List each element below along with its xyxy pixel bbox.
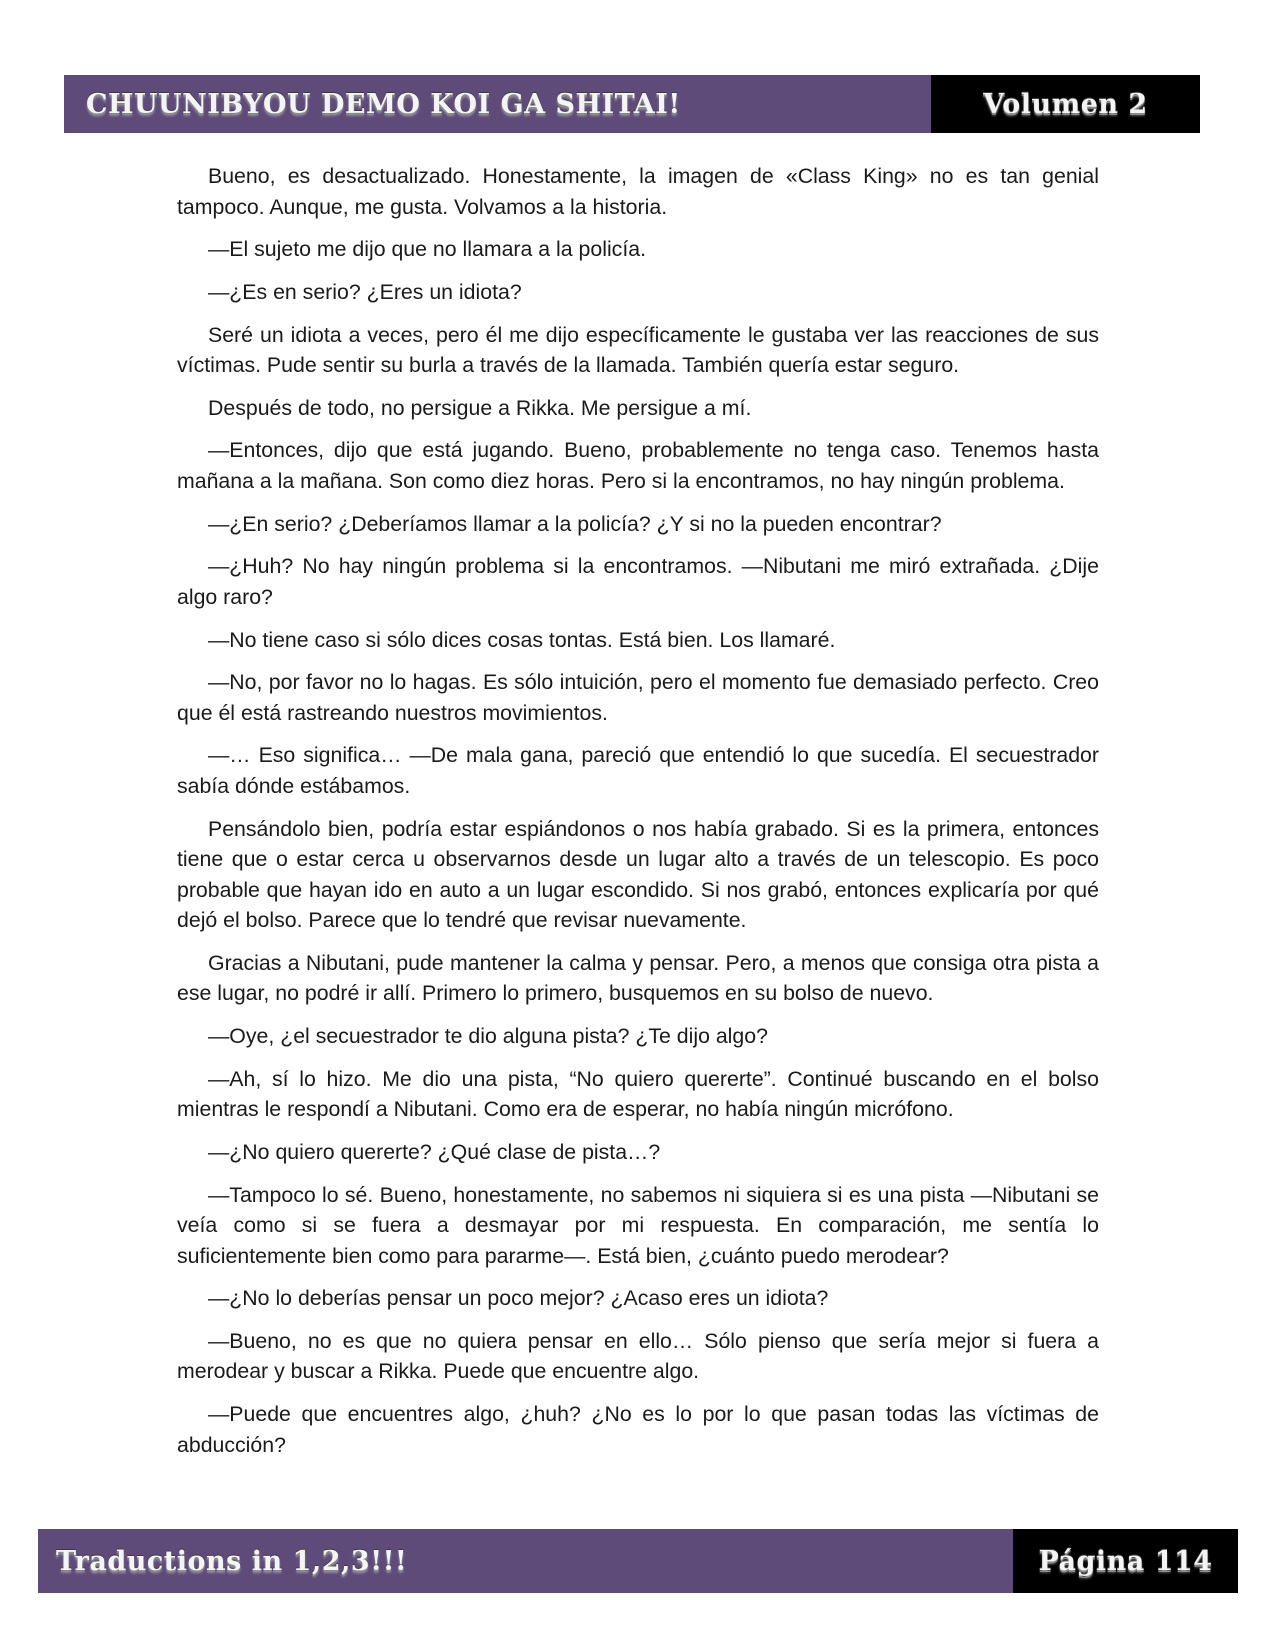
paragraph: —Ah, sí lo hizo. Me dio una pista, “No quiero quererte”. Continué buscando en el bolso mientras le respondí a Nibutani. Como era de esperar, no había ningún micrófono.	[177, 1066, 1099, 1122]
header-title-band	[64, 75, 931, 133]
paragraph: —¿Huh? No hay ningún problema si la encontramos. —Nibutani me miró extrañada. ¿Dije algo raro?	[177, 554, 1099, 609]
paragraph: —No tiene caso si sólo dices cosas tontas. Está bien. Los llamaré.	[208, 627, 836, 652]
page-footer	[38, 1529, 1238, 1593]
paragraph: —Tampoco lo sé. Bueno, honestamente, no sabemos ni siquiera si es una pista —Nibutani se veía como si se fuera a desmayar por mi respuesta. En comparación, me sentía lo suficientemente bien como para pararme—. Está bien, ¿cuánto puedo merodear?	[177, 1182, 1099, 1268]
paragraph: —¿Es en serio? ¿Eres un idiota?	[208, 279, 522, 304]
page-number: Página 114	[1038, 1545, 1213, 1577]
footer-credit-band	[38, 1529, 1013, 1593]
paragraph: —Puede que encuentres algo, ¿huh? ¿No es lo por lo que pasan todas las víctimas de abducción?	[177, 1402, 1099, 1457]
paragraph: Pensándolo bien, podría estar espiándonos o nos había grabado. Si es la primera, entonces tiene que o estar cerca u observarnos desde un lugar alto a través de un telescopio. Es poco probable que hayan ido en auto a un lugar escondido. Si nos grabó, entonces explicaría por qué dejó el bolso. Parece que lo tendré que revisar nuevamente.	[177, 816, 1099, 933]
paragraph: Después de todo, no persigue a Rikka. Me persigue a mí.	[208, 395, 752, 420]
paragraph: —Bueno, no es que no quiera pensar en ello… Sólo pienso que sería mejor si fuera a merodear y buscar a Rikka. Puede que encuentre algo.	[177, 1328, 1099, 1384]
paragraph: —No, por favor no lo hagas. Es sólo intuición, pero el momento fue demasiado perfecto. Creo que él está rastreando nuestros movimientos.	[177, 670, 1099, 725]
header-volume-band	[931, 75, 1200, 133]
footer-page-band	[1013, 1529, 1238, 1593]
paragraph: —… Eso significa… —De mala gana, pareció que entendió lo que sucedía. El secuestrador sabía dónde estábamos.	[177, 743, 1099, 798]
paragraph: —Oye, ¿el secuestrador te dio alguna pista? ¿Te dijo algo?	[208, 1023, 768, 1048]
paragraph: —¿No quiero quererte? ¿Qué clase de pista…?	[208, 1139, 661, 1164]
paragraph: Gracias a Nibutani, pude mantener la calma y pensar. Pero, a menos que consiga otra pista a ese lugar, no podré ir allí. Primero lo primero, busquemos en su bolso de nuevo.	[177, 950, 1099, 1006]
paragraph: —Entonces, dijo que está jugando. Bueno, probablemente no tenga caso. Tenemos hasta mañana a la mañana. Son como diez horas. Pero si la encontramos, no hay ningún problema.	[177, 438, 1099, 493]
paragraph: —¿En serio? ¿Deberíamos llamar a la policía? ¿Y si no la pueden encontrar?	[208, 511, 942, 536]
paragraph: —¿No lo deberías pensar un poco mejor? ¿Acaso eres un idiota?	[208, 1286, 829, 1311]
volume-label: Volumen 2	[983, 88, 1148, 120]
book-title: CHUUNIBYOU DEMO KOI GA SHITAI!	[86, 88, 681, 120]
paragraph: Seré un idiota a veces, pero él me dijo específicamente le gustaba ver las reacciones de sus víctimas. Pude sentir su burla a través de la llamada. También quería estar seguro.	[177, 322, 1099, 378]
page-body	[177, 161, 1099, 1472]
paragraph: Bueno, es desactualizado. Honestamente, la imagen de «Class King» no es tan genial tampoco. Aunque, me gusta. Volvamos a la historia.	[177, 164, 1099, 219]
page-header	[64, 75, 1200, 133]
translator-credit: Traductions in 1,2,3!!!	[56, 1545, 408, 1577]
paragraph: —El sujeto me dijo que no llamara a la policía.	[208, 237, 647, 262]
